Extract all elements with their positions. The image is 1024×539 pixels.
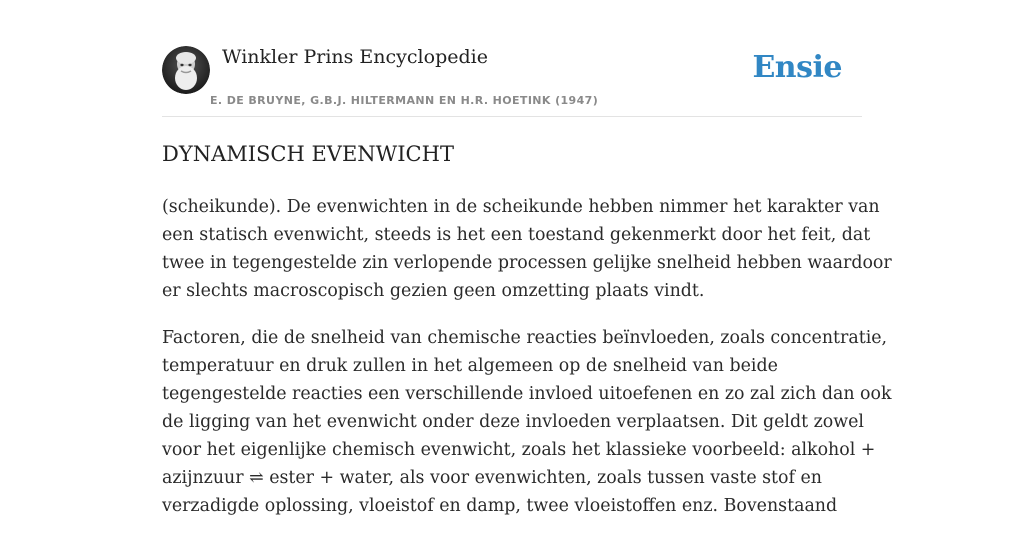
text-line: de ligging van het evenwicht onder deze invloeden verplaatsen. Dit geldt zowel	[162, 412, 864, 432]
text-line: voor het eigenlijke chemisch evenwicht, zoals het klassieke voorbeeld: alkohol +	[162, 440, 876, 460]
text-line: een statisch evenwicht, steeds is het een toestand gekenmerkt door het feit, dat	[162, 225, 871, 245]
entry-title: DYNAMISCH EVENWICHT	[162, 142, 454, 166]
text-line: azijnzuur ⇌ ester + water, als voor evenwichten, zoals tussen vaste stof en	[162, 468, 822, 488]
text-line: (scheikunde). De evenwichten in de scheikunde hebben nimmer het karakter van	[162, 197, 880, 217]
text-line: tegengestelde reacties een verschillende invloed uitoefenen en zo zal zich dan ook	[162, 384, 892, 404]
page-header	[162, 0, 862, 117]
text-line: temperatuur en druk zullen in het algemeen op de snelheid van beide	[162, 356, 778, 376]
text-line: twee in tegengestelde zin verlopende processen gelijke snelheid hebben waardoor	[162, 253, 892, 273]
text-line: verzadigde oplossing, vloeistof en damp, twee vloeistoffen enz. Bovenstaand	[162, 496, 838, 516]
encyclopedia-title[interactable]: Winkler Prins Encyclopedie	[222, 46, 488, 68]
authors-credit: E. DE BRUYNE, G.B.J. HILTERMANN EN H.R. HOETINK (1947)	[210, 94, 599, 107]
page-container	[162, 0, 892, 516]
paragraph	[162, 324, 892, 520]
text-line: Factoren, die de snelheid van chemische reacties beïnvloeden, zoals concentratie,	[162, 328, 888, 348]
author-avatar[interactable]	[162, 46, 210, 94]
text-line: er slechts macroscopisch gezien geen omzetting plaats vindt.	[162, 281, 705, 301]
paragraph	[162, 193, 892, 305]
ensie-logo[interactable]: Ensie	[752, 50, 842, 85]
bearded-man-portrait-icon	[162, 46, 210, 94]
article-body	[162, 193, 892, 539]
